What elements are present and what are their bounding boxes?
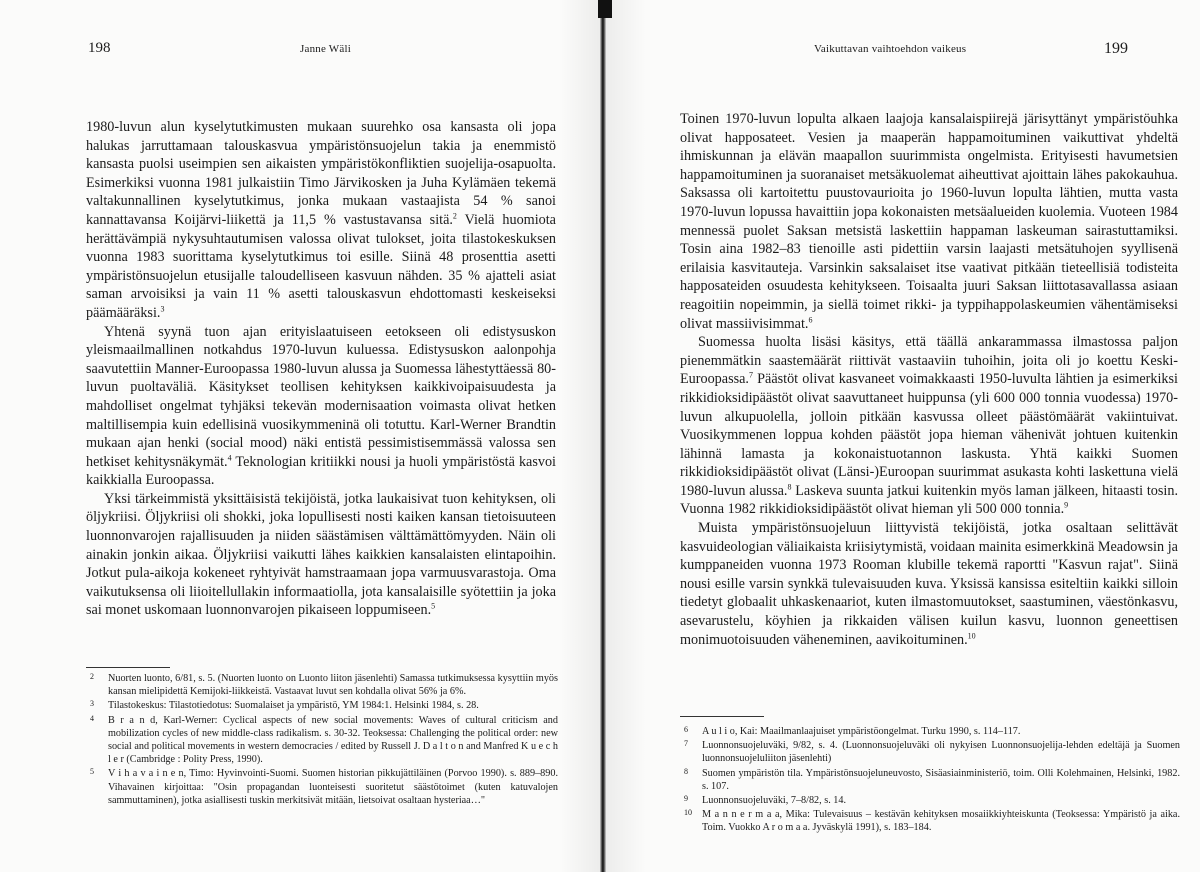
footnote: 8 Suomen ympäristön tila. Ympäristönsuojeluneuvosto, Sisäasiainministeriö, toim. Olli Kolehmainen, Helsinki, 1982. s. 107. — [684, 766, 1180, 792]
footnote: 3 Tilastokeskus: Tilastotiedotus: Suomalaiset ja ympäristö, YM 1984:1. Helsinki 1984, s. 28. — [90, 699, 479, 712]
footnote-ref: 2 — [452, 211, 457, 221]
footnote: 9 Luonnonsuojeluväki, 7–8/82, s. 14. — [684, 794, 847, 807]
footnote-ref: 7 — [748, 370, 753, 380]
footnote-ref: 4 — [227, 452, 232, 462]
footnote-ref: 6 — [808, 314, 813, 324]
footnote-divider — [86, 667, 170, 668]
paragraph: Muista ympäristönsuojeluun liittyvistä tekijöistä, jotka osaltaan selittävät kasvuideologian väliaikaista kriisiytymistä, voidaan mainita esimerkkinä Meadowsin ja kumppaneiden vuonna 1973 Rooman klubille tekemä raportti "Kasvun rajat". Siinä nousi esille varsin synkkä tulevaisuuden kuva. Yksissä kansissa esiteltiin kaikki silloin tiedetyt globaalit uhkaskenaariot, kuten ilmastomuutokset, saastuminen, väestönkasvu, asevarustelu, köyhien ja rikkaiden välisen kuilun kasvu, luonnon geneettisen monimuotoisuuden väheneminen, aavikoituminen.$^{10}$ — [680, 520, 1178, 648]
footnote: 6 A u l i o, Kai: Maailmanlaajuiset ympäristöongelmat. Turku 1990, s. 114–117. — [684, 725, 1021, 737]
paragraph: Toinen 1970-luvun lopulta alkaen laajoja kansalaispiirejä järisyttänyt ympäristöuhka olivat happosateet. Vesien ja maaperän happamoituminen vaikuttivat yhdeltä ihmiskunnan ja elävän maapallon suurimmista ongelmista. Erityisesti havumetsien happamoituminen ja suoranaiset metsäkuolemat aiheuttivat ajoittain lähes pakokauhua. Saksassa oli kartoitettu puustovaurioita jo 1960-luvun lopulta lähtien, mutta vasta 1970-luvun lopussa havaittiin jopa kokonaisten metsäalueiden kuolemia. Vuoteen 1984 mennessä puolet Saksan metsistä laskettiin happaman laskeuman sairastuttamiksi. Tosin aina 1982–83 tienoille asti pidettiin varsin laajasti metsätuhojen syyllisenä erilaisia kasvitauteja. Varsinkin saksalaiset itse vaativat pitkään tieteellisiä todisteita happosateiden osuudesta kehitykseen. Toisaalta juuri Saksan liittotasavallassa asiaan reagoitiin nopeimmin, ja siellä toimet rikki- ja typpihappolaskeumien vähentämiseksi olivat massiivisimmat.$^6$ — [680, 111, 1178, 332]
footnotes — [680, 725, 1180, 836]
footnote: 2 Nuorten luonto, 6/81, s. 5. (Nuorten luonto on Luonto liiton jäsenlehti) Samassa tutkimuksessa kysyttiin myös kansan mielipidettä Kemijoki-liikkeistä. Vastaavat luvut sen kohdalla olivat 56% ja 6%. — [90, 672, 558, 698]
paragraph: Suomessa huolta lisäsi käsitys, että täällä ankarammassa ilmastossa paljon pienemmätkin saastemäärät riittivät vastaaviin tuhoihin, joita oli jo koettu Keski-Euroopassa.$^7$ Päästöt olivat kasvaneet voimakkaasti 1950-luvulta lähtien ja esimerkiksi rikkidioksidipäästöt olivat saavuttaneet huippunsa (yli 600 000 tonnia vuodessa) 1970-luvun alkupuolella, jolloin pitkään kasvussa olleet päästömäärät vakiintuivat. Vuosikymmenen loppua kohden päästöt jopa hieman vähenivät johtuen kuitenkin lähinnä lamasta ja kokonaistuotannon laskusta. Yhtä kaikki Suomen rikkidioksidipäästöt olivat (Länsi-)Euroopan suurimmat asukasta kohti laskettuna vielä 1980-luvun alussa.$^8$ Laskeva suunta jatkui kuitenkin myös laman jälkeen, hitaasti tosin. Vuonna 1982 rikkidioksidipäästöt olivat hieman yli 500 000 tonnia.$^9$ — [680, 334, 1178, 518]
footnote: 7 Luonnonsuojeluväki, 9/82, s. 4. (Luonnonsuojeluväki oli nykyisen Luonnonsuojelija-lehden edeltäjä ja Suomen luonnonsuojeluliiton jäsenlehti) — [684, 739, 1180, 765]
footnote: 10 M a n n e r m a a, Mika: Tulevaisuus – kestävän kehityksen mosaiikkiyhteiskunta (Teoksessa: Ympäristö ja aika. Toim. Vuokko A r o m a a. Jyväskylä 1991), s. 183–184. — [684, 808, 1180, 834]
right-page — [604, 0, 1200, 872]
running-head: Vaikuttavan vaihtoehdon vaikeus — [814, 43, 967, 55]
footnote-ref: 9 — [1064, 500, 1069, 510]
paragraph: 1980-luvun alun kyselytutkimusten mukaan suurehko osa kansasta oli jopa halukas jarruttamaan talouskasvua ympäristönsuojelun takia ja enemmistö kansasta puolsi useimpien sen aikaisten ympäristökonfliktien suojelija-osapuolta. Esimerkiksi vuonna 1981 julkaistiin Timo Järvikosken ja Juha Kylämäen tekemä valtakunnallinen kyselytutkimus, jonka mukaan vastaajista 54 % sanoi kannattavansa Koijärvi-liikettä ja 11,5 % vastustavansa sitä.$^2$ Vielä huomiota herättävämpiä nykysuhtautumisen valossa olivat tulokset, joita tilastokeskuksen vuonna 1983 suorittama kyselytutkimus toi esille. Siinä 48 prosenttia asetti ympäristönsuojelun etusijalle taloudelliseen kasvuun nähden. 35 % ajatteli asiat saman arvoisiksi ja vain 11 % asetti talouskasvun ehdottomasti keskeiseksi päämääräksi.$^3$ — [86, 119, 556, 321]
page-number: 198 — [88, 40, 111, 56]
footnotes — [86, 672, 558, 808]
footnote: 4 B r a n d, Karl-Werner: Cyclical aspects of new social movements: Waves of cultural criticism and mobilization cycles of new middle-class radikalism. s. 30-32. Teoksessa: Challenging the political order: new social and political movements in western democracies / edited by Russell J. D a l t o n and Manfred K u e c h l e r (Cambridge : Polity Press, 1990). — [90, 713, 558, 766]
footnote-ref: 10 — [967, 630, 976, 640]
body-text — [680, 110, 1178, 649]
running-head: Janne Wäli — [300, 43, 351, 55]
footnote-ref: 3 — [160, 304, 165, 314]
footnote: 5 V i h a v a i n e n, Timo: Hyvinvointi-Suomi. Suomen historian pikkujättiläinen (Porvoo 1990). s. 889–890. Vihavainen kirjoittaa: "Osin propagandan luonteisesti suoritetut säästötoimet (kuten katuvalojen sammuttaminen), jotka asiallisesti tuskin merkitsivät mitään, lietsoivat osaltaan hysteriaa…" — [90, 767, 558, 806]
footnote-ref: 8 — [787, 482, 792, 492]
paragraph: Yhtenä syynä tuon ajan erityislaatuiseen eetokseen oli edistysuskon yleismaailmallinen notkahdus 1970-luvun kuluessa. Edistysuskon aalonpohja saavutettiin Manner-Euroopassa 1980-luvun alussa ja Suomessa lähestyttäessä 80-luvun puoltaväliä. Käsitykset teollisen kehityksen kaikkivoipaisuudesta ja mahdolliset ongelmat tyhjäksi tekevän modernisaation voimasta olivat hetken maltillisempia kuin edellisinä vuosikymmeninä oli totuttu. Karl-Werner Brandtin mukaan ajan henki (social mood) näki entistä pessimistisemmässä valossa sen hetkiset kehitysnäkymät.$^4$ Teknologian kritiikki nousi ja huoli ympäristöstä kasvoi kaikkialla Euroopassa. — [86, 323, 556, 489]
footnote-ref: 5 — [431, 601, 436, 611]
footnote-divider — [680, 716, 764, 717]
body-text — [86, 118, 556, 620]
paragraph: Yksi tärkeimmistä yksittäisistä tekijöistä, jotka laukaisivat tuon kehityksen, oli öljykriisi. Öljykriisi oli shokki, joka lopullisesti nosti kaiken kansan tietoisuuteen luonnonvarojen rajallisuuden ja niiden säästämisen välttämättömyyden. Näin oli ainakin jonkin aikaa. Öljykriisi vaikutti lähes kaikkien kansalaisten elintapoihin. Jotkut pula-aikoja kokeneet ryhtyivät hamstraamaan jopa varmuusvarastoja. Oma vaikutuksensa oli liioitellullakin informaatiolla, jota kansalaisille syötettiin ja joka sai monet uskomaan luonnonvarojen pikaiseen loppumiseen.$^5$ — [86, 490, 556, 619]
page-number: 199 — [1104, 40, 1128, 57]
